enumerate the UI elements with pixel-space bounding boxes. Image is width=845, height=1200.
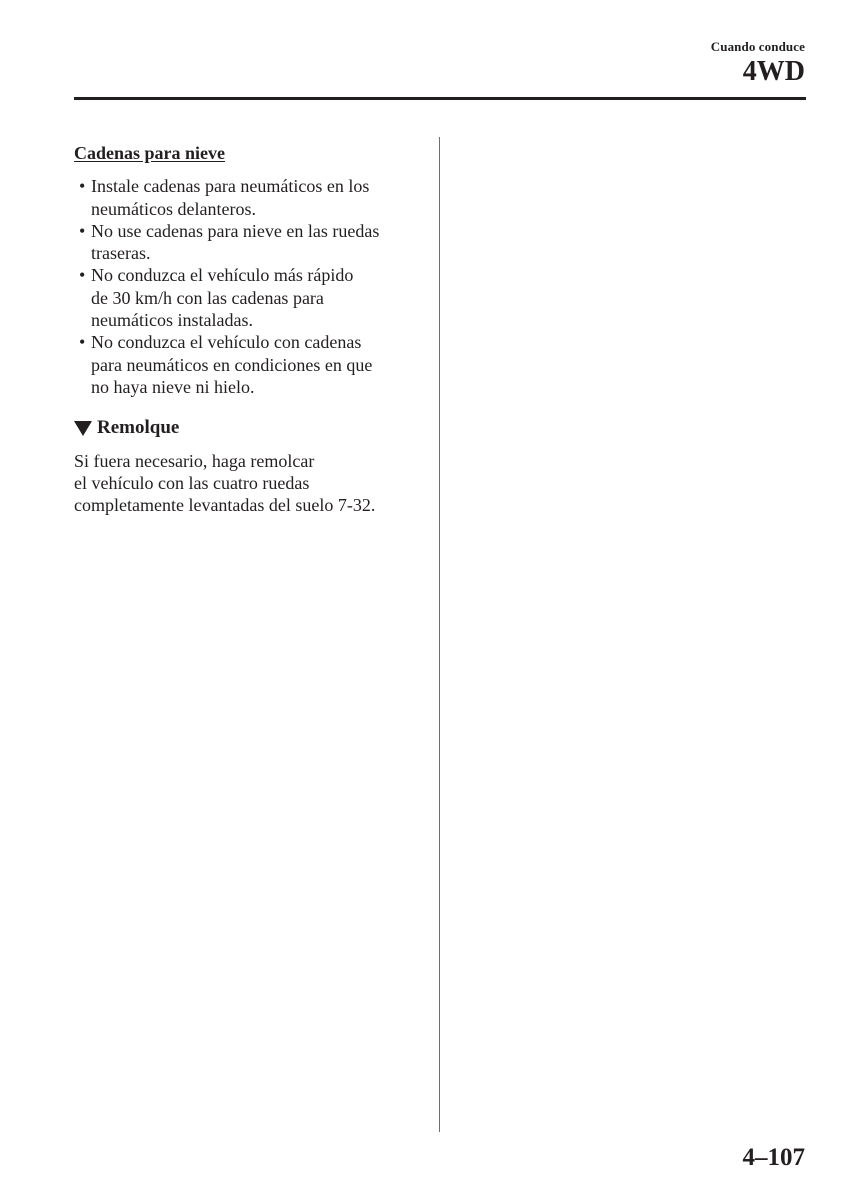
left-column [74,142,429,516]
chapter-title: Cuando conduce [710,39,805,54]
page-number: 4–107 [742,1144,805,1171]
bullet-icon: • [79,220,86,241]
bullet-icon: • [79,265,86,286]
subheading-snow-chains: Cadenas para nieve [74,143,226,163]
list-item-text: No conduzca el vehículo más rápido de 30 km/h con las cadenas para neumáticos instaladas. [91,265,354,331]
list-item-text: No conduzca el vehículo con cadenas para neumáticos en condiciones en que no haya nieve ni hielo. [91,332,373,397]
bullet-icon: • [79,332,86,353]
header-rule [74,97,806,100]
list-item-text: Instale cadenas para neumáticos en los neumáticos delanteros. [91,176,370,219]
list-item [74,331,429,398]
section-title: 4WD [742,56,805,87]
heading-text: Remolque [97,417,180,439]
bullet-icon: • [79,176,86,197]
list-item-text: No use cadenas para nieve en las ruedas traseras. [91,220,380,264]
bullet-list [74,175,429,398]
column-divider [439,137,440,1132]
heading-towing [74,417,429,439]
list-item [74,220,429,265]
list-item [74,264,429,331]
list-item [74,175,429,220]
triangle-down-icon [74,421,92,436]
towing-paragraph: Si fuera necesario, haga remolcar el vehículo con las cuatro ruedas completamente levantadas del suelo 7-32. [74,450,376,516]
